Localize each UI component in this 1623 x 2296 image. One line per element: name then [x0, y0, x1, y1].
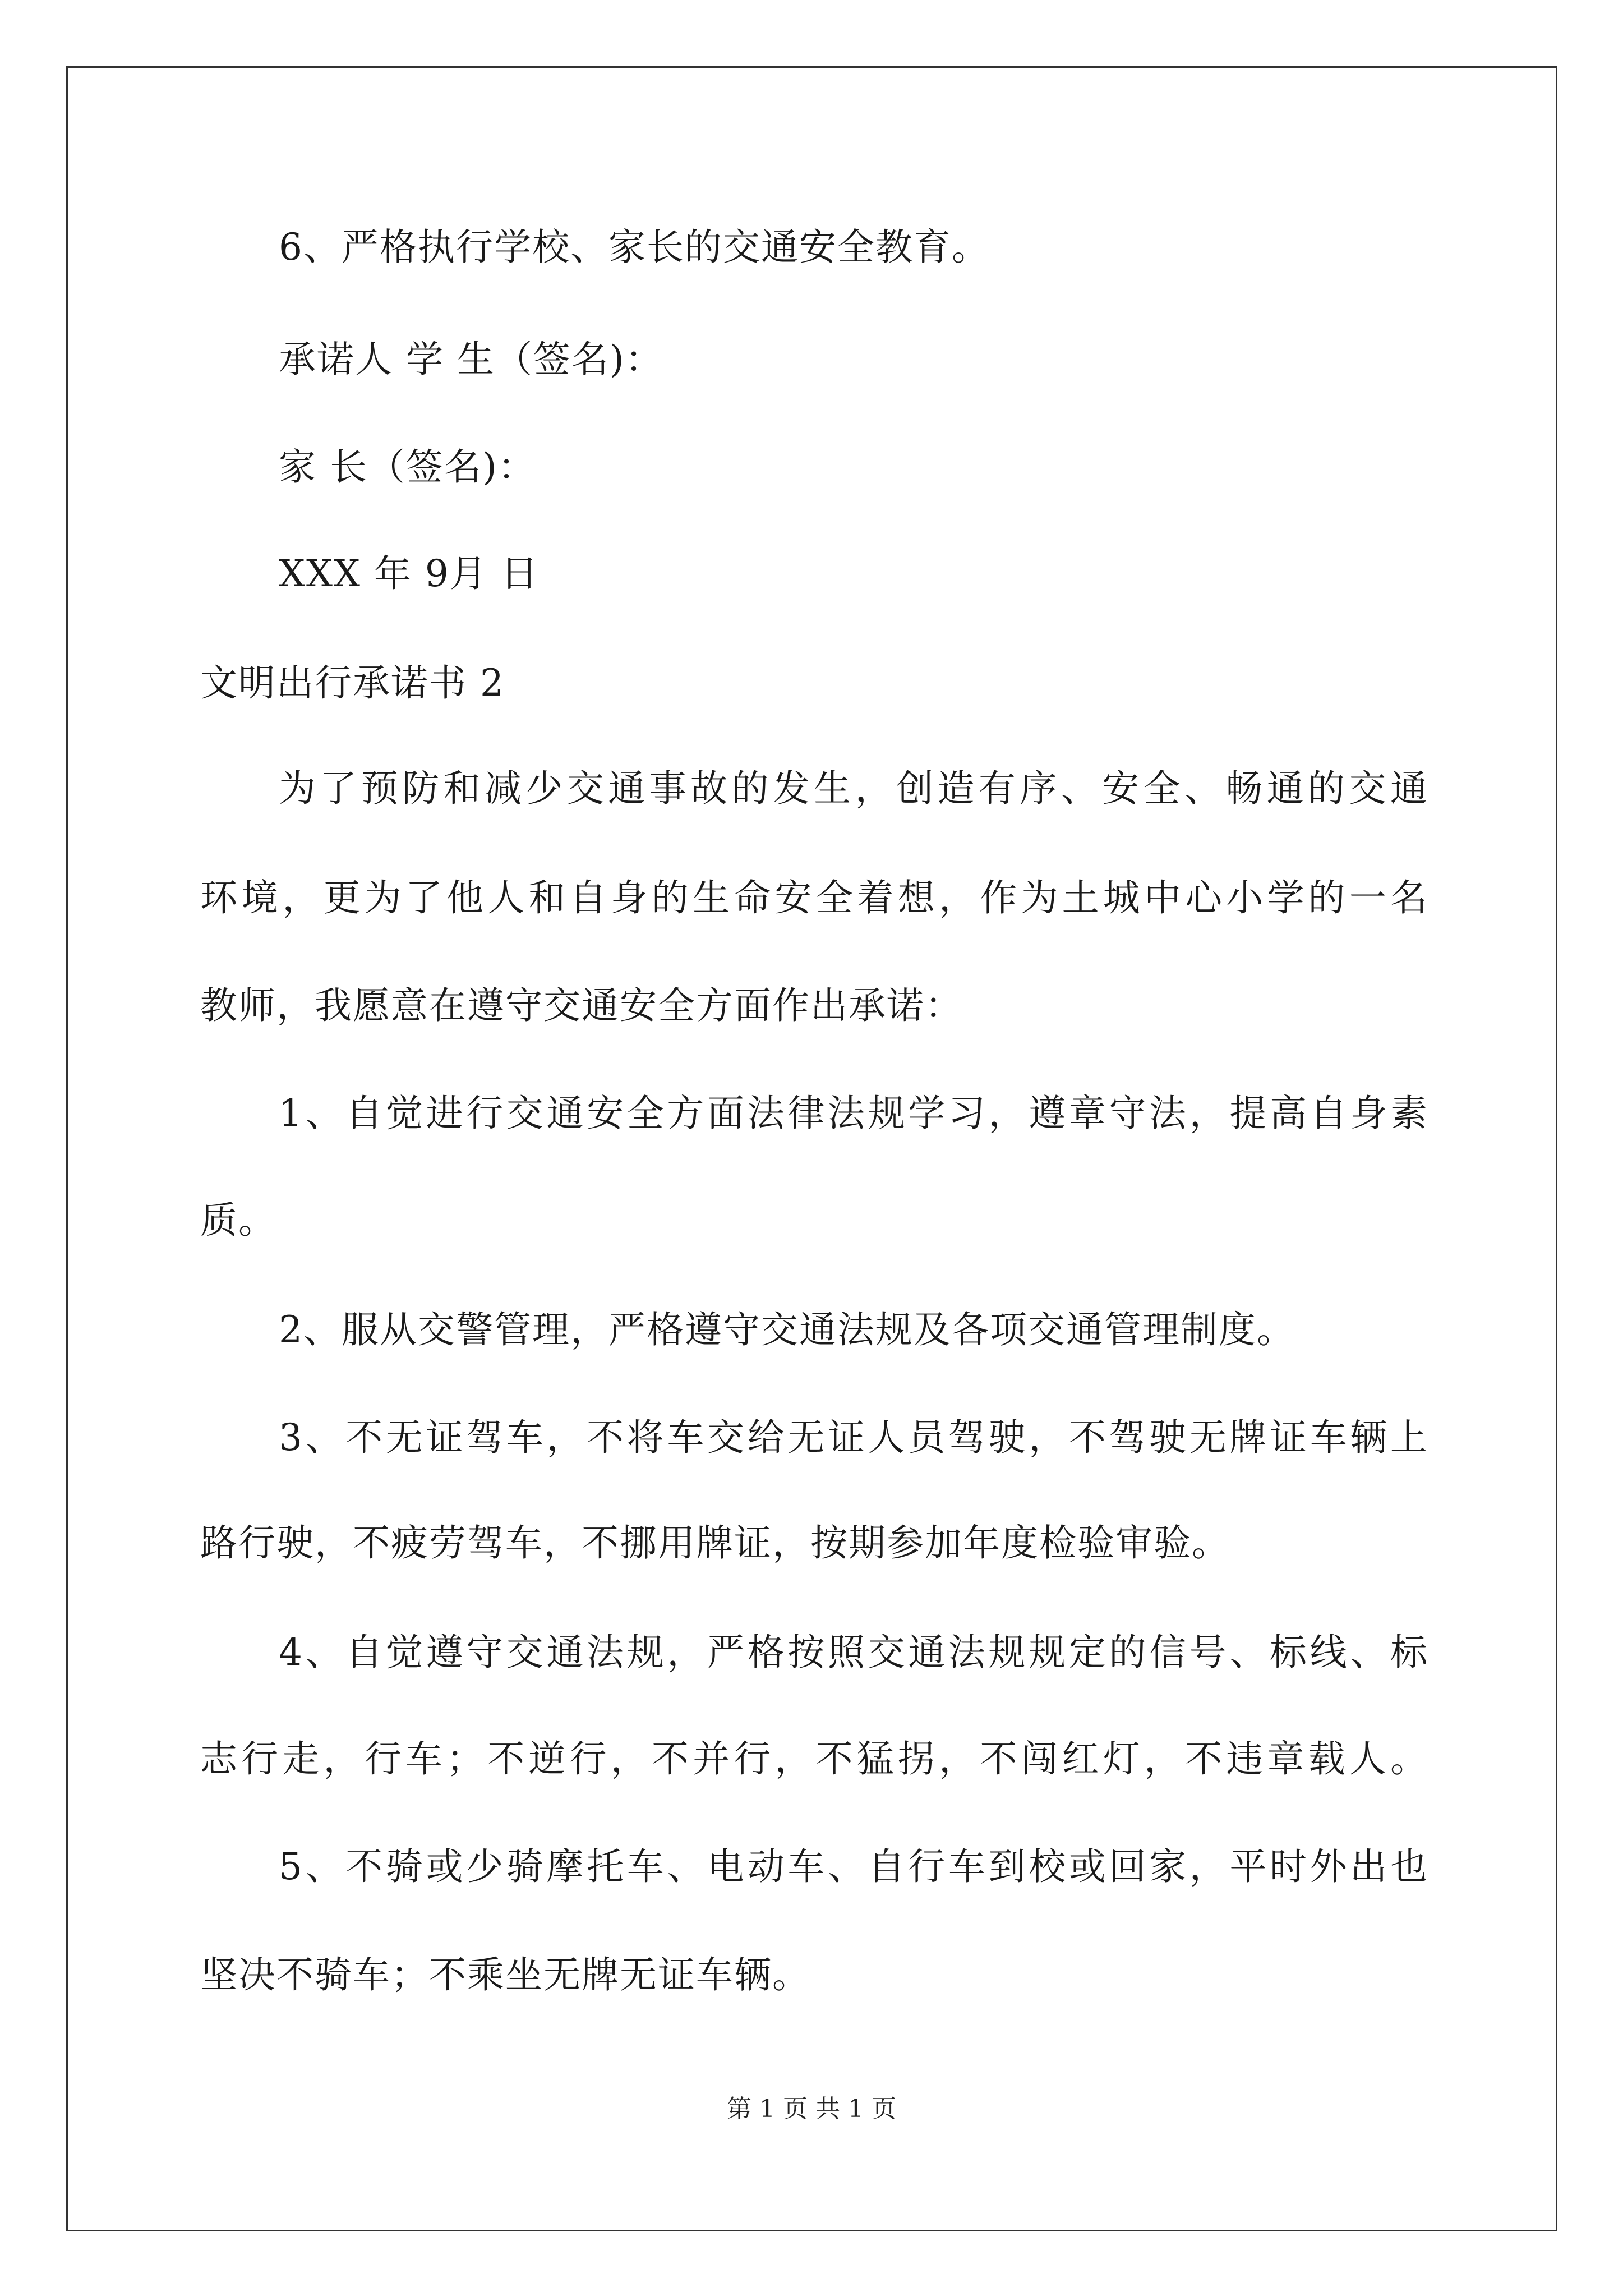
signature-parent-line: 家 长（签名)：: [279, 445, 536, 489]
intro-paragraph-line-1: 为了预防和减少交通事故的发生，创造有序、安全、畅通的交通: [279, 767, 1428, 810]
intro-paragraph-line-2: 环境，更为了他人和自身的生命安全着想，作为土城中心小学的一名: [200, 876, 1428, 919]
promise-item-1-line-2: 质。: [200, 1199, 276, 1242]
signature-student-line: 承诺人 学 生（签名)：: [279, 338, 663, 381]
intro-paragraph-line-3: 教师，我愿意在遵守交通安全方面作出承诺：: [200, 984, 963, 1027]
section-title: 文明出行承诺书 2: [200, 661, 505, 705]
page-number-footer: 第 1 页 共 1 页: [727, 2095, 896, 2123]
promise-item-3-line-2: 路行驶，不疲劳驾车，不挪用牌证，按期参加年度检验审验。: [200, 1521, 1230, 1565]
promise-item-2: 2、服从交警管理，严格遵守交通法规及各项交通管理制度。: [279, 1308, 1295, 1351]
promise-item-4-line-2: 志行走，行车；不逆行，不并行，不猛拐，不闯红灯，不违章载人。: [200, 1737, 1428, 1780]
promise-item-1-line-1: 1、自觉进行交通安全方面法律法规学习，遵章守法，提高自身素: [279, 1092, 1428, 1135]
promise-item-3-line-1: 3、不无证驾车，不将车交给无证人员驾驶，不驾驶无牌证车辆上: [279, 1416, 1428, 1459]
promise-item-5-line-1: 5、不骑或少骑摩托车、电动车、自行车到校或回家，平时外出也: [279, 1845, 1428, 1888]
date-line: XXX 年 9月 日: [279, 552, 539, 595]
promise-item-5-line-2: 坚决不骑车；不乘坐无牌无证车辆。: [200, 1953, 810, 1996]
promise-item-4-line-1: 4、自觉遵守交通法规，严格按照交通法规规定的信号、标线、标: [279, 1631, 1428, 1674]
page-border: [66, 66, 1557, 2231]
promise-item-6: 6、严格执行学校、家长的交通安全教育。: [279, 226, 990, 269]
